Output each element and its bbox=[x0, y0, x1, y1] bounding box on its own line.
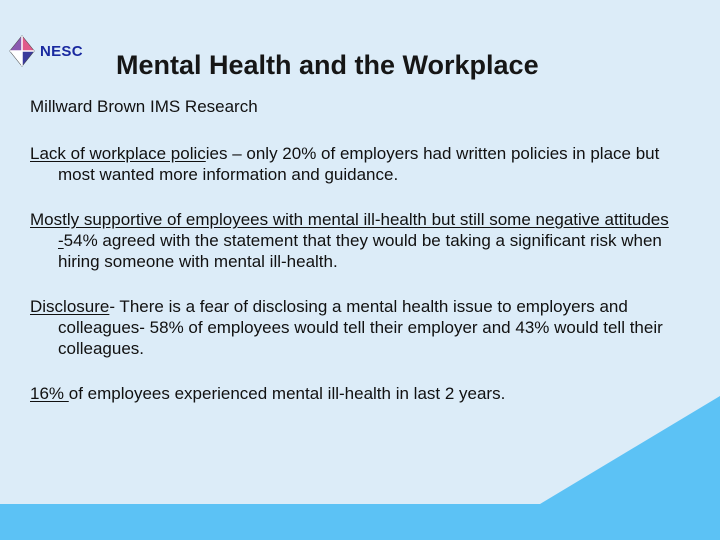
bullet-heading: Disclosure bbox=[30, 297, 110, 316]
bullet-heading: Mostly supportive of employees with mental ill-health but still some negative attitudes - bbox=[30, 210, 669, 250]
bullet-workplace-policies bbox=[30, 143, 670, 185]
bullet-disclosure bbox=[30, 296, 670, 359]
diamond-logo-icon bbox=[8, 34, 36, 68]
bullet-text: 54% agreed with the statement that they would be taking a significant risk when hiring someone with mental ill-health. bbox=[58, 231, 662, 271]
bullet-text: ies – only 20% of employers had written policies in place but most wanted more information and guidance. bbox=[58, 144, 660, 184]
bullet-text: of employees experienced mental ill-health in last 2 years. bbox=[68, 384, 506, 403]
logo-text: NESC bbox=[40, 42, 83, 60]
bullet-heading: 16% bbox=[30, 384, 69, 403]
nesc-logo bbox=[8, 34, 83, 68]
research-source: Millward Brown IMS Research bbox=[30, 97, 258, 116]
bullet-mental-ill-health-stat bbox=[30, 383, 670, 404]
slide-body bbox=[30, 96, 670, 428]
bullet-heading: Lack of workplace polic bbox=[30, 144, 206, 163]
bullet-text: - There is a fear of disclosing a mental health issue to employers and colleagues- 58% of employees would tell their employer and 43% would tell their colleagues. bbox=[58, 297, 663, 358]
slide-title: Mental Health and the Workplace bbox=[116, 50, 539, 80]
bullet-negative-attitudes bbox=[30, 209, 670, 272]
